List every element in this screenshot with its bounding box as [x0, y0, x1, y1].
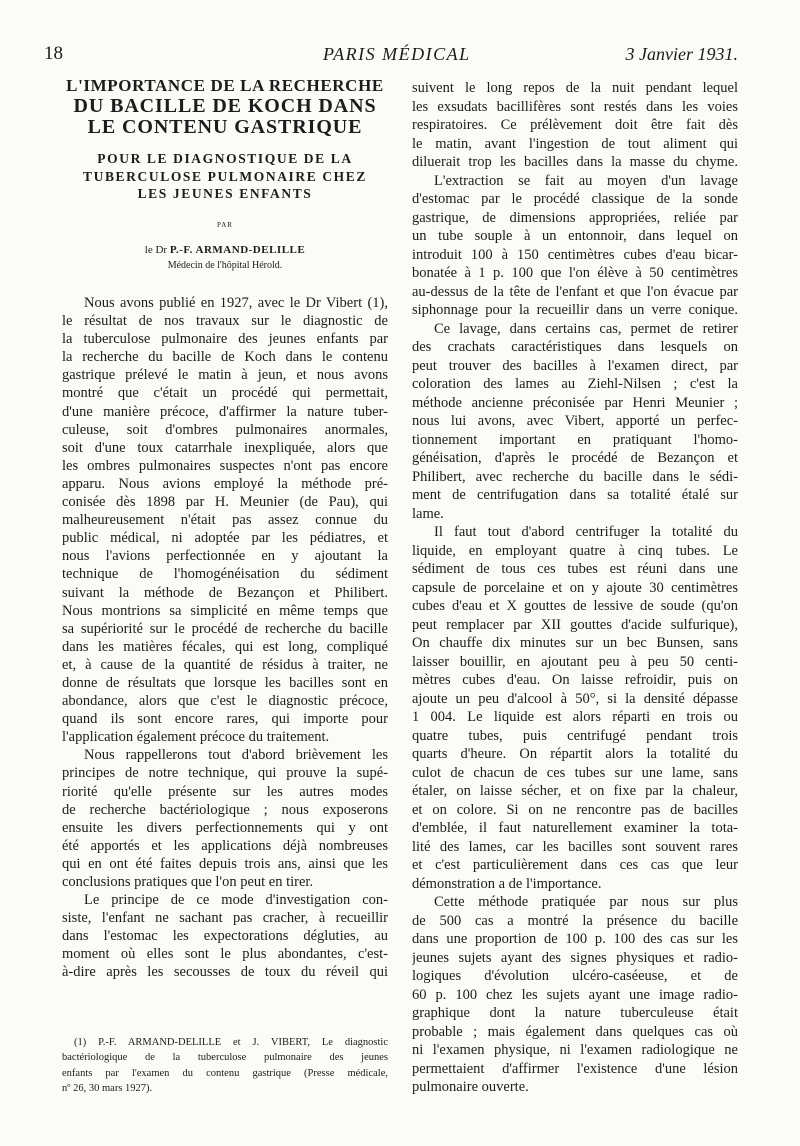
text-line: ajoute un peu d'alcool à 50°, si la densité dépasse: [412, 690, 738, 707]
text-line: dans une proportion de 100 p. 100 des cas sur les: [412, 931, 738, 947]
text-line: laisser bouillir, en ajoutant peu à peu 50 centi-: [412, 653, 738, 670]
footnote-line: (1) P.-F. ARMAND-DELILLE et J. VIBERT, Le diagnostic: [74, 1037, 388, 1048]
text-line: nous l'avions perfectionnée en y ajoutant la: [62, 548, 388, 565]
text-line: tionnement important en pratiquant l'homo-: [412, 431, 738, 448]
text-line: diluerait trop les bacilles dans la masse du chyme.: [412, 154, 738, 170]
text-line: généisation, d'après le procédé de Bezançon et: [412, 450, 738, 466]
text-line: siphonnage pour la recueillir dans un verre conique.: [412, 302, 738, 318]
text-line: technique de l'homogénéisation du sédiment: [62, 566, 388, 583]
paragraph: [412, 893, 738, 1097]
text-line: les exsudats bacillifères sont restés dans les voies: [412, 98, 738, 115]
subtitle-line: POUR LE DIAGNOSTIQUE DE LA: [97, 151, 353, 166]
text-line: ensuite les divers perfectionnements qui y ont: [62, 819, 388, 836]
text-line: moment où elles sont le plus abondantes, c'est-: [62, 946, 388, 963]
text-line: logiques d'évolution ulcéro-caséeuse, et de: [412, 968, 738, 984]
text-line: le matin, avant l'ingestion de tout aliment qui: [412, 135, 738, 152]
text-line: suivent le long repos de la nuit pendant lequel: [412, 80, 738, 96]
text-line: suivant la méthode de Bezançon et Philibert.: [62, 584, 388, 601]
text-line: l'application également précoce du traitement.: [62, 729, 330, 746]
paragraph: [62, 294, 388, 746]
text-line: conclusions pratiques que l'on peut en tirer.: [62, 874, 314, 890]
text-line: à-dire après les secousses de toux du réveil qui: [62, 964, 388, 981]
text-line: malheureusement n'était pas assez connue du: [62, 512, 388, 529]
text-line: On chauffe dix minutes sur un bec Bunsen, sans: [412, 635, 738, 651]
text-line: capsule de porcelaine et on y ajoute 30 centimètres: [412, 579, 738, 596]
footnote: [62, 1035, 388, 1096]
paragraph: [412, 79, 738, 172]
text-line: ni l'examen physique, ni l'examen radiologique ne: [412, 1042, 738, 1058]
text-line: d'estomac par le procédé classique de la sonde: [412, 191, 738, 207]
text-line: public médical, ni adoptée par les pédiatres, et: [62, 530, 388, 547]
text-line: la tuberculose pulmonaire des jeunes enfants par: [62, 331, 388, 348]
text-line: 60 p. 100 chez les sujets ayant une image radio-: [412, 986, 738, 1003]
text-line: coloration des lames au Ziehl-Nilsen ; c'est la: [412, 376, 738, 392]
text-line: L'extraction se fait au moyen d'un lavage: [434, 172, 738, 189]
text-line: qui en ont été faites depuis trois ans, ainsi que les: [62, 855, 388, 872]
text-line: étaler, on laisse sécher, et on fixe par la chaleur,: [412, 783, 738, 799]
article-subtitle: [62, 150, 388, 203]
text-line: de 500 cas a montré la présence du bacille: [412, 912, 738, 929]
text-line: Ce lavage, dans certains cas, permet de retirer: [434, 320, 738, 337]
text-line: culot de chacun de ces tubes sur une lame, sans: [412, 764, 738, 781]
text-line: peut remplacer par XII gouttes d'acide sulfurique),: [412, 616, 738, 633]
text-line: gastrique prélevé le matin à jeun, et nous avons: [62, 367, 388, 384]
text-line: soit d'une toux catarrhale inexpliquée, alors que: [62, 439, 388, 456]
footnote-line: nº 26, 30 mars 1927).: [62, 1082, 153, 1094]
journal-title: PARIS MÉDICAL: [323, 44, 471, 64]
article-title: [62, 75, 388, 138]
text-line: dans l'estomac les expectorations dégluties, au: [62, 928, 388, 945]
text-line: permettaient d'affirmer l'existence d'une lésion: [412, 1060, 738, 1077]
text-line: montré que c'était un procédé qui permettait,: [62, 385, 388, 402]
text-line: Cette méthode pratiquée par nous sur plus: [434, 894, 738, 910]
author: [62, 243, 388, 257]
text-line: peut trouver des bacilles à l'examen direct, par: [412, 357, 738, 374]
text-line: mètres cubes d'eau. On laisse refroidir, puis on: [412, 672, 738, 688]
text-line: Nous montrions sa simplicité en même temps que: [62, 602, 388, 619]
title-line: LE CONTENU GASTRIQUE: [87, 116, 363, 138]
text-line: quand ils sont encore rares, qui importe pour: [62, 711, 388, 728]
left-column-body: [62, 294, 388, 982]
text-line: lité des lames, car les bacilles sont souvent rares: [412, 838, 738, 855]
text-line: 1 004. Le liquide est alors réparti en trois ou: [412, 709, 738, 725]
text-line: graphique dont la nature tuberculeuse était: [412, 1005, 738, 1021]
text-line: quatre tubes, puis centrifugé pendant trois: [412, 727, 738, 744]
text-line: introduit 100 à 150 centimètres cubes d'eau bicar-: [412, 246, 738, 263]
text-line: probable ; mais également dans quelques cas où: [412, 1023, 738, 1040]
text-line: Nous rappellerons tout d'abord brièvement les: [84, 747, 388, 764]
text-line: et c'est particulièrement dans ces cas que leur: [412, 857, 738, 873]
text-line: la recherche du bacille de Koch dans le contenu: [62, 349, 388, 366]
text-line: bonatée à 1 p. 100 que l'on élève à 50 centimètres: [412, 265, 738, 281]
text-line: sédiment de tous ces tubes est réuni dans une: [412, 561, 738, 577]
article-heading: [62, 75, 388, 272]
footnote-line: enfants par l'examen du contenu gastrique (Presse médicale,: [62, 1067, 388, 1079]
author-name: P.-F. ARMAND-DELILLE: [169, 243, 306, 256]
text-line: le résultat de nos travaux sur le diagnostic de: [62, 313, 388, 330]
text-line: respiratoires. Ce prélèvement doit être fait dès: [412, 117, 738, 133]
text-line: conisée dès 1898 par H. Meunier (de Pau), qui: [62, 494, 388, 511]
text-line: dans les matières fécales, qui est long, compliqué: [62, 638, 388, 655]
footnote-line: bactériologique de la tuberculose pulmonaire des jeunes: [62, 1052, 388, 1064]
text-line: été apportés et les applications déjà nombreuses: [62, 837, 388, 854]
text-line: d'une manière précoce, d'affirmer la nature tuber-: [62, 403, 388, 420]
text-line: Le principe de ce mode d'investigation con-: [84, 892, 388, 909]
text-line: démonstration a de l'importance.: [412, 875, 602, 892]
text-line: des crachats caractéristiques dans lesquels on: [412, 339, 738, 355]
subtitle-line: TUBERCULOSE PULMONAIRE CHEZ: [83, 168, 367, 184]
text-line: Philibert, avec recherche du bacille dans le sédi-: [412, 468, 738, 485]
author-affiliation: Médecin de l'hôpital Hérold.: [167, 259, 283, 271]
paragraph: [412, 523, 738, 893]
text-line: Il faut tout d'abord centrifuger la totalité du: [434, 524, 738, 540]
text-line: cubes d'eau et X gouttes de lessive de soude (qu'on: [412, 598, 738, 614]
text-line: jeunes sujets ayant des signes physiques et radio-: [412, 949, 738, 966]
text-line: pulmonaire ouverte.: [412, 1079, 529, 1095]
text-line: nous lui avons, avec Vibert, apporté un perfec-: [412, 413, 738, 429]
text-line: donne de résultats que lorsque les bacilles sont en: [62, 674, 388, 691]
text-line: quarts d'heure. On répartit alors la totalité du: [412, 746, 738, 762]
subtitle-line: LES JEUNES ENFANTS: [137, 186, 313, 201]
text-line: et on colore. Si on ne rencontre pas de bacilles: [412, 801, 738, 818]
text-line: d'emblée, il faut naturellement examiner la tota-: [412, 820, 738, 836]
text-line: lame.: [412, 505, 444, 522]
text-line: gastrique, de dimensions appropriées, reliée par: [412, 209, 738, 226]
byline-par: PAR: [217, 220, 233, 229]
author-prefix: le Dr: [144, 243, 168, 256]
paragraph: [62, 746, 388, 891]
page-number: 18: [44, 43, 63, 64]
text-line: un tube souple à un entonnoir, dans lequel on: [412, 228, 738, 244]
text-line: Nous avons publié en 1927, avec le Dr Vibert (1),: [84, 295, 388, 311]
title-line: L'IMPORTANCE DE LA RECHERCHE: [66, 76, 384, 95]
text-line: les ombres pulmonaires suspectes n'ont pas encore: [62, 457, 388, 474]
text-line: siste, l'enfant ne sachant pas cracher, à recueillir: [62, 910, 388, 927]
text-line: au-dessus de la tête de l'enfant et que l'on évacue par: [412, 283, 738, 300]
text-line: sa supériorité sur le procédé de recherche du bacille: [62, 620, 388, 637]
title-line: DU BACILLE DE KOCH DANS: [73, 95, 377, 117]
issue-date: 3 Janvier 1931.: [625, 44, 738, 64]
right-column-body: [412, 79, 738, 1097]
paragraph: [62, 891, 388, 981]
text-line: abondance, alors que c'est le diagnostic précoce,: [62, 693, 388, 710]
text-line: méthode ancienne préconisée par Henri Meunier ;: [412, 394, 738, 411]
text-line: apparu. Nous avions employé la méthode pré-: [62, 475, 388, 492]
text-line: riorité qu'elle présente sur les autres modes: [62, 783, 388, 800]
text-line: principes de notre technique, qui prouve la supé-: [62, 765, 388, 782]
paragraph: [412, 172, 738, 320]
text-line: ment de centrifugation dans sa totalité étalé sur: [412, 487, 738, 503]
text-line: de recherche bactériologique ; nous exposerons: [62, 801, 388, 818]
text-line: et, à cause de la quantité de résidus à traiter, ne: [62, 656, 388, 673]
text-line: liquide, en employant quatre à cinq tubes. Le: [412, 542, 738, 559]
text-line: culeuse, soit d'ombres pulmonaires anormales,: [62, 421, 388, 438]
paragraph: [412, 320, 738, 524]
